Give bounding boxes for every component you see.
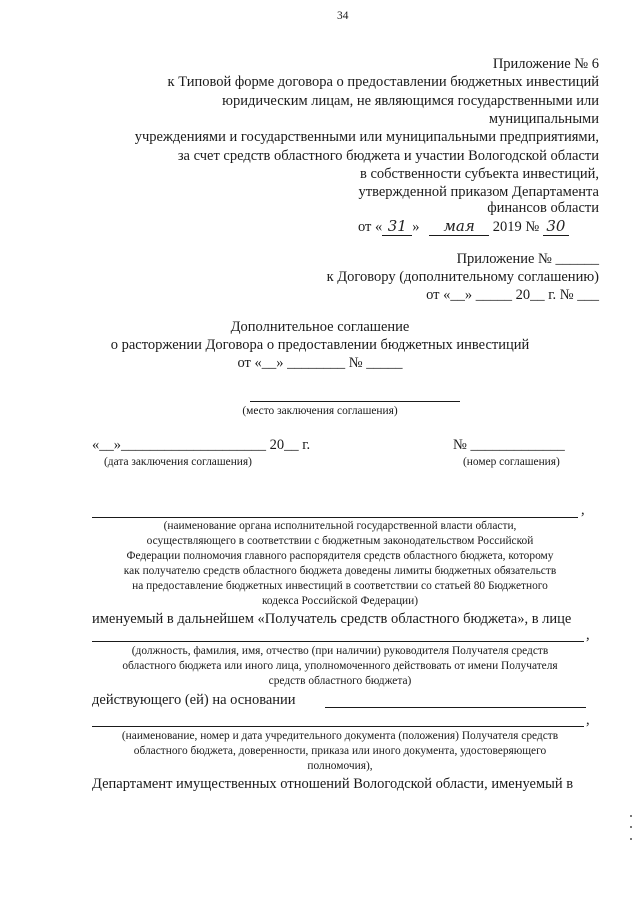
- caption-line: средств областного бюджета): [268, 675, 412, 687]
- caption-line: (наименование, номер и дата учредительного документа (положения) Получателя средств: [121, 730, 559, 742]
- caption-line: областного бюджета, доверенности, приказа или иного документа, удостоверяющего: [133, 745, 547, 757]
- caption-line: (наименование органа исполнительной государственной власти области,: [163, 520, 517, 532]
- appendix-contract-line: к Договору (дополнительному соглашению): [326, 269, 599, 285]
- title-line: о расторжении Договора о предоставлении бюджетных инвестиций: [110, 337, 530, 353]
- date-field: «__»____________________ 20__ г.: [92, 437, 311, 453]
- caption-line: как получателю средств областного бюджета доведены лимиты бюджетных обязательств: [123, 565, 557, 577]
- date-caption: (дата заключения соглашения): [104, 456, 252, 468]
- caption-line: Федерации полномочия главного распорядителя средств областного бюджета, которому: [126, 550, 554, 562]
- appendix-contract-line: от «__» _____ 20__ г. № ___: [426, 287, 599, 303]
- appendix-contract-line: Приложение № ______: [456, 251, 599, 267]
- appendix-6-line: к Типовой форме договора о предоставлении бюджетных инвестиций: [167, 74, 599, 90]
- title-line: от «__» ________ № _____: [237, 355, 403, 371]
- department-text: Департамент имущественных отношений Вологодской области, именуемый в: [92, 776, 574, 792]
- appendix-6-line: юридическим лицам, не являющимся государственными или: [222, 93, 599, 109]
- place-field-line: [250, 401, 460, 402]
- place-caption: (место заключения соглашения): [242, 405, 398, 417]
- caption-line: осуществляющего в соответствии с бюджетным законодательством Российской: [146, 535, 534, 547]
- scan-speck: [630, 838, 632, 840]
- handwritten-month: мая: [429, 218, 489, 236]
- official-field-line: [92, 641, 584, 642]
- number-caption: (номер соглашения): [463, 456, 560, 468]
- acting-basis-text: действующего (ей) на основании: [92, 692, 296, 708]
- caption-line: областного бюджета или иного лица, уполномоченного действовать от имени Получателя: [122, 660, 558, 672]
- handwritten-day: 31: [382, 218, 412, 236]
- appendix-6-line: учреждениями и государственными или муниципальными предприятиями,: [134, 129, 599, 145]
- number-field: № _____________: [453, 437, 565, 453]
- handwritten-order-number: 30: [543, 218, 569, 236]
- named-as-text: именуемый в дальнейшем «Получатель средств областного бюджета», в лице: [92, 611, 572, 627]
- appendix-6-line: муниципальными: [488, 111, 599, 127]
- organ-comma: ,: [581, 502, 585, 518]
- official-comma: ,: [586, 627, 590, 643]
- organ-field-line: [92, 517, 578, 518]
- scan-speck: [630, 815, 632, 817]
- appendix-6-line: утвержденной приказом Департамента: [358, 184, 599, 200]
- basis-field-line: [325, 707, 586, 708]
- caption-line: (должность, фамилия, имя, отчество (при наличии) руководителя Получателя средств: [131, 645, 549, 657]
- caption-line: полномочия),: [307, 760, 373, 772]
- caption-line: кодекса Российской Федерации): [261, 595, 419, 607]
- appendix-6-line: за счет средств областного бюджета и участии Вологодской области: [177, 148, 599, 164]
- appendix-6-line: Приложение № 6: [492, 56, 599, 72]
- title-line: Дополнительное соглашение: [230, 319, 410, 335]
- document-comma: ,: [586, 712, 590, 728]
- caption-line: на предоставление бюджетных инвестиций в соответствии со статьей 80 Бюджетного: [132, 580, 548, 592]
- appendix-6-line: финансов области: [487, 200, 599, 216]
- document-field-line: [92, 726, 584, 727]
- order-date-line: от « 31 » мая 2019 № 30: [358, 218, 569, 236]
- scan-speck: [630, 826, 632, 828]
- appendix-6-line: в собственности субъекта инвестиций,: [360, 166, 599, 182]
- page-number: 34: [337, 10, 349, 22]
